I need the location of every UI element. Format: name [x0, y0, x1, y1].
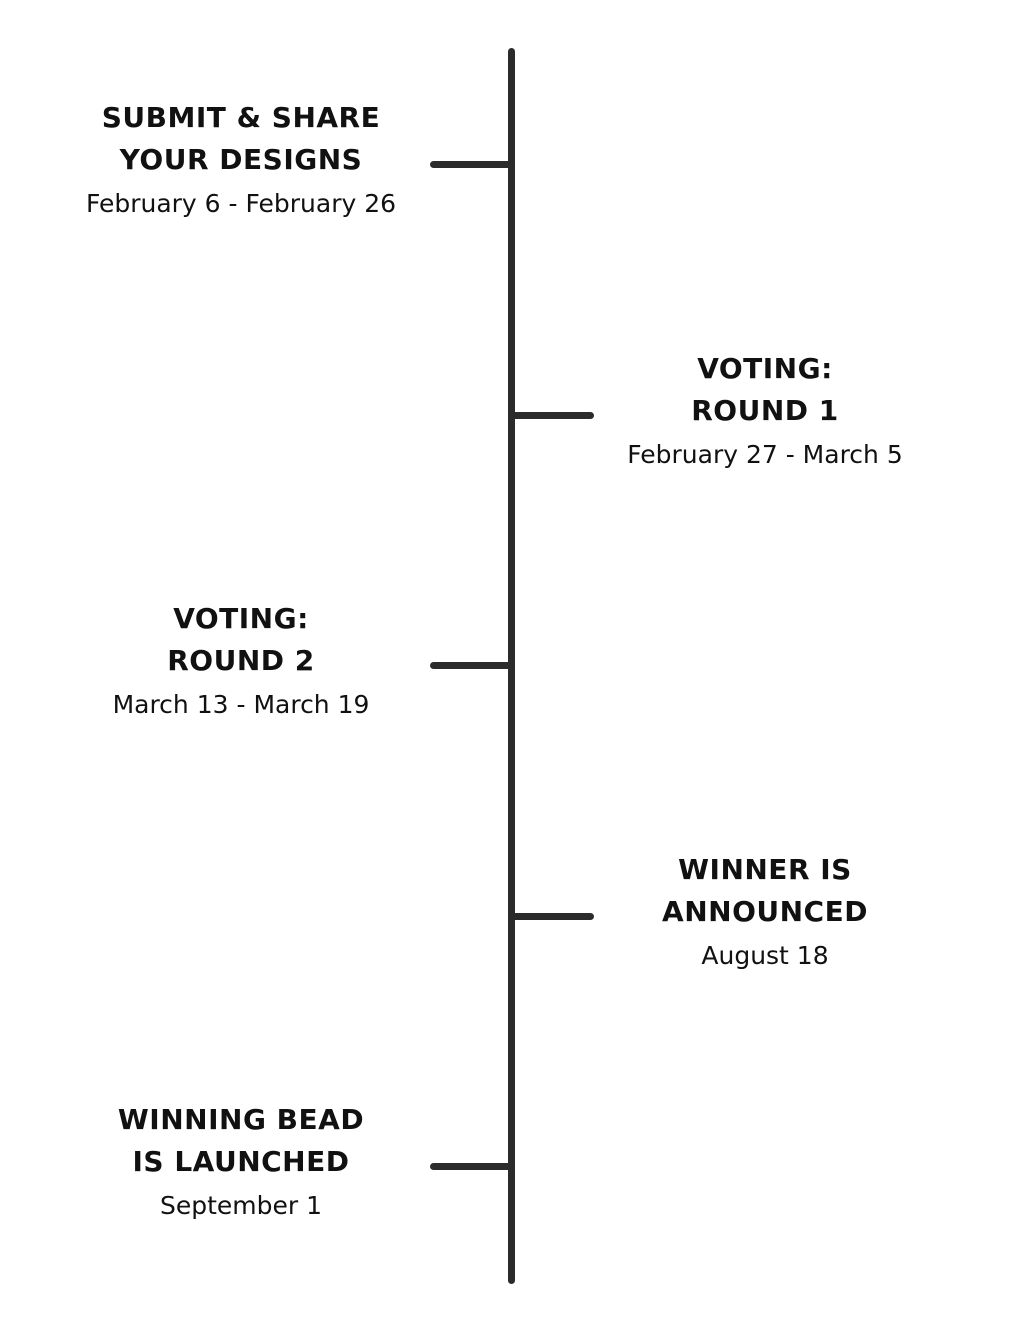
event-title-line: IS LAUNCHED	[132, 1145, 350, 1178]
event-title	[61, 598, 421, 682]
timeline-event-voting-round-2	[61, 598, 421, 722]
event-date: February 6 - February 26	[85, 189, 397, 218]
event-title-line: WINNER IS	[678, 853, 852, 886]
event-title	[61, 1099, 421, 1183]
event-title	[61, 97, 421, 181]
timeline-event-voting-round-1	[585, 348, 945, 472]
event-title-line: WINNING BEAD	[117, 1103, 365, 1136]
event-date: February 27 - March 5	[627, 440, 903, 469]
timeline-tick	[510, 412, 594, 419]
timeline-event-winner-announced	[585, 849, 945, 973]
event-title	[585, 348, 945, 432]
timeline-event-submit	[61, 97, 421, 221]
event-title-line: VOTING:	[173, 602, 309, 635]
event-title-line: YOUR DESIGNS	[119, 143, 363, 176]
event-title-line: ROUND 2	[167, 644, 315, 677]
event-title	[585, 849, 945, 933]
event-title-line: SUBMIT & SHARE	[101, 101, 381, 134]
event-date: September 1	[159, 1191, 323, 1220]
timeline-event-bead-launched	[61, 1099, 421, 1223]
event-title-line: ROUND 1	[691, 394, 839, 427]
event-title-line: ANNOUNCED	[662, 895, 868, 928]
timeline-tick	[430, 662, 514, 669]
timeline-tick	[430, 1163, 514, 1170]
timeline-tick	[510, 913, 594, 920]
event-date: August 18	[701, 941, 829, 970]
event-date: March 13 - March 19	[112, 690, 370, 719]
event-title-line: VOTING:	[697, 352, 833, 385]
timeline-tick	[430, 161, 514, 168]
